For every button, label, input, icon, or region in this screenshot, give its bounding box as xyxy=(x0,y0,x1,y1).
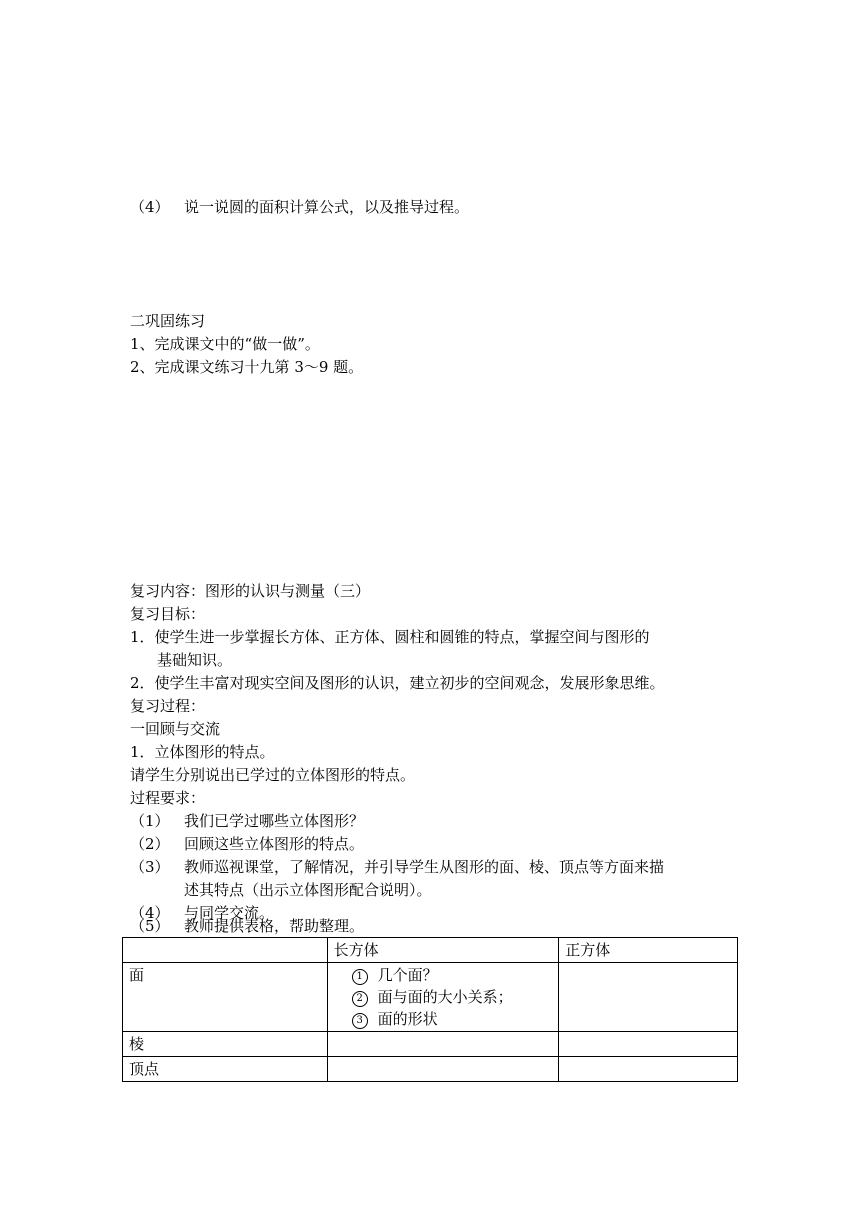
step-number: （4） xyxy=(130,198,170,216)
review-content: 复习内容：图形的认识与测量（三） xyxy=(130,582,371,600)
bullet-text: 面与面的大小关系； xyxy=(377,988,513,1006)
table-header-row xyxy=(123,938,738,963)
step-4-area-formula xyxy=(130,196,469,219)
step-number: （3） xyxy=(130,858,170,876)
requirement-step-1 xyxy=(130,810,364,833)
step-text: 回顾这些立体图形的特点。 xyxy=(184,835,365,853)
table-row-edge xyxy=(123,1032,738,1057)
review-instruction: 请学生分别说出已学过的立体图形的特点。 xyxy=(130,766,416,784)
cuboid-face-cell xyxy=(327,963,559,1032)
requirement-step-5 xyxy=(130,915,364,938)
table-row-vertex xyxy=(123,1057,738,1082)
practice-heading: 二巩固练习 xyxy=(130,312,206,330)
step-text: 教师巡视课堂，了解情况，并引导学生从图形的面、棱、顶点等方面来描 xyxy=(184,858,665,876)
shape-features-table xyxy=(122,937,738,1082)
cuboid-edge-cell xyxy=(327,1032,559,1057)
cube-face-cell xyxy=(559,963,738,1032)
step-text: 说一说圆的面积计算公式，以及推导过程。 xyxy=(184,198,470,216)
requirement-step-3 xyxy=(130,856,664,879)
circled-number: 1 xyxy=(352,969,368,985)
step-number: （2） xyxy=(130,835,170,853)
review-goal-2: 2．使学生丰富对现实空间及图形的认识，建立初步的空间观念，发展形象思维。 xyxy=(130,674,665,692)
bullet-text: 面的形状 xyxy=(377,1010,438,1028)
requirement-step-3-cont: 述其特点（出示立体图形配合说明）。 xyxy=(184,881,432,899)
list-item xyxy=(334,986,553,1008)
practice-item-1: 1、完成课文中的“做一做”。 xyxy=(130,335,320,353)
step-text: 与同学交流。 xyxy=(184,904,275,922)
step-text: 教师提供表格，帮助整理。 xyxy=(184,917,365,935)
list-item xyxy=(334,964,553,986)
cube-edge-cell xyxy=(559,1032,738,1057)
cube-vertex-cell xyxy=(559,1057,738,1082)
review-requirements-label: 过程要求： xyxy=(130,789,206,807)
requirement-step-2 xyxy=(130,833,364,856)
step-number: （5） xyxy=(130,917,170,935)
step-number: （4） xyxy=(130,904,170,922)
table-header-cell xyxy=(123,938,328,963)
step-text: 我们已学过哪些立体图形？ xyxy=(184,812,365,830)
practice-item-2: 2、完成课文练习十九第 3～9 题。 xyxy=(130,358,364,376)
table-header-cuboid: 长方体 xyxy=(327,938,559,963)
review-goals-label: 复习目标： xyxy=(130,605,206,623)
row-label-face: 面 xyxy=(123,963,328,1032)
review-goal-1: 1．使学生进一步掌握长方体、正方体、圆柱和圆锥的特点，掌握空间与图形的 xyxy=(130,628,650,646)
review-process-label: 复习过程： xyxy=(130,697,206,715)
circled-number: 3 xyxy=(352,1013,368,1029)
list-item xyxy=(334,1008,553,1030)
review-point-1: 1．立体图形的特点。 xyxy=(130,743,275,761)
table-header-cube: 正方体 xyxy=(559,938,738,963)
bullet-text: 几个面？ xyxy=(377,966,438,984)
row-label-edge: 棱 xyxy=(123,1032,328,1057)
review-part-1: 一回顾与交流 xyxy=(130,720,221,738)
step-number: （1） xyxy=(130,812,170,830)
cuboid-vertex-cell xyxy=(327,1057,559,1082)
table-row-face xyxy=(123,963,738,1032)
review-goal-1-cont: 基础知识。 xyxy=(157,651,233,669)
row-label-vertex: 顶点 xyxy=(123,1057,328,1082)
circled-number: 2 xyxy=(352,991,368,1007)
